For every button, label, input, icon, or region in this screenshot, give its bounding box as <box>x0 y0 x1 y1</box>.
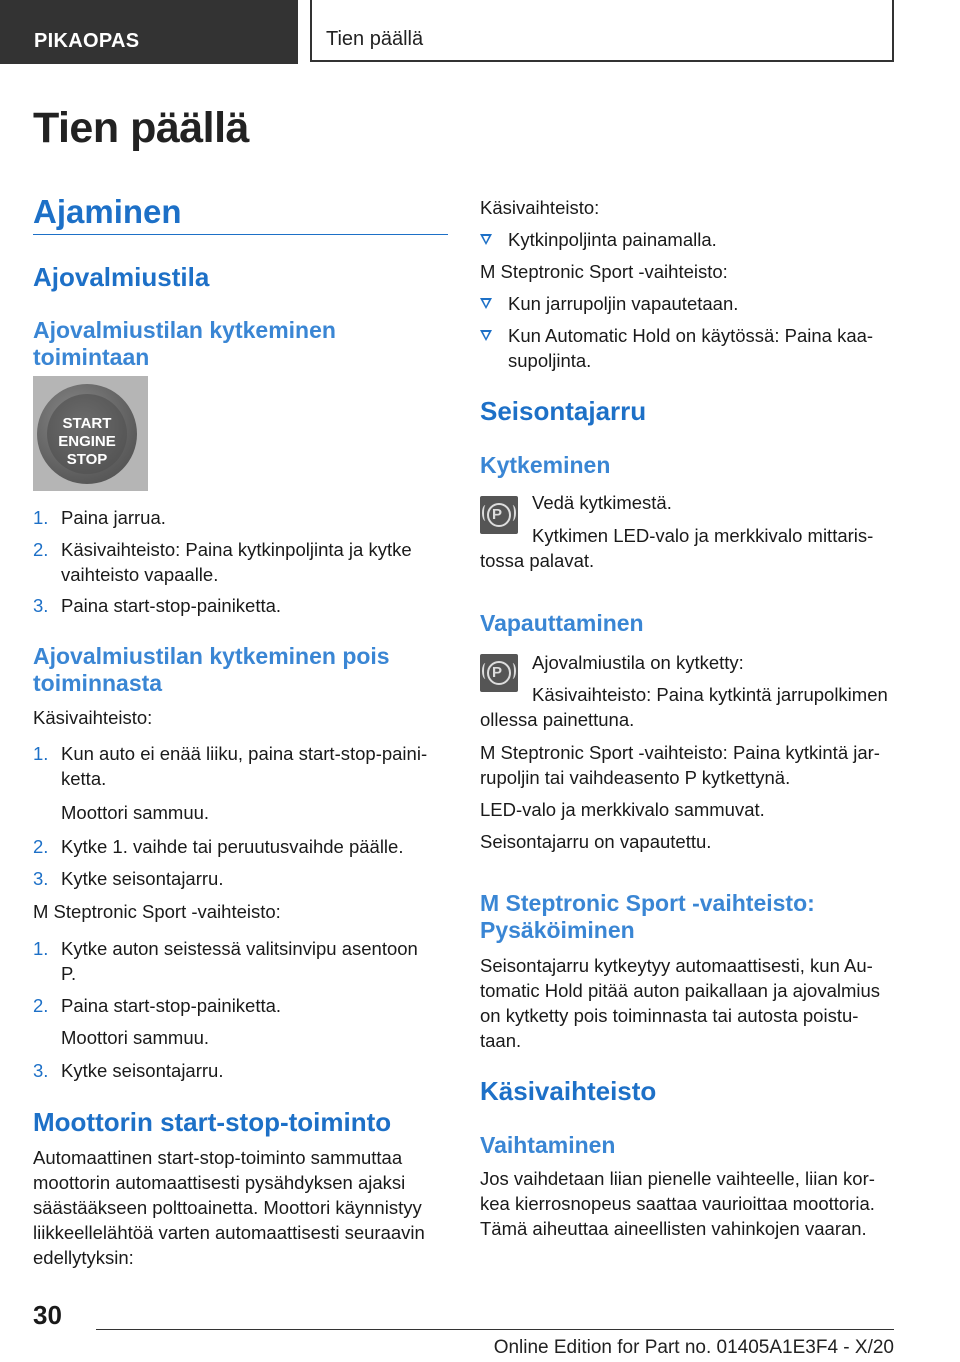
list-text-cont: ketta. <box>61 768 107 789</box>
triangle-bullet-icon <box>480 234 492 245</box>
paragraph-cont: ollessa painettuna. <box>480 709 635 730</box>
paragraph-line: Automaattinen start-stop-toiminto sammuttaa <box>33 1147 403 1168</box>
bullet-text: Kytkinpoljinta painamalla. <box>508 229 717 250</box>
parking-brake-icon <box>480 496 518 534</box>
paragraph: M Steptronic Sport -vaihteisto: <box>33 901 281 922</box>
paragraph: Ajovalmiustila on kytketty: <box>532 652 744 673</box>
heading-ajaminen: Ajaminen <box>33 193 182 230</box>
paragraph-cont: rupoljin tai vaihdeasento P kytkettynä. <box>480 767 791 788</box>
paragraph: Seisontajarru on vapautettu. <box>480 831 712 852</box>
paragraph: Käsivaihteisto: <box>33 707 153 728</box>
paragraph-line: kea kierrosnopeus saattaa vaurioittaa moottoria. <box>480 1193 875 1214</box>
bullet-text-cont: supoljinta. <box>508 350 592 371</box>
list-text: Kytke 1. vaihde tai peruutusvaihde päälle. <box>61 836 404 857</box>
heading-kasivaihteisto: Käsivaihteisto <box>480 1076 657 1106</box>
paragraph-line: liikkeellelähtöä varten automaattisesti seuraavin <box>33 1222 425 1243</box>
heading-kytkeminen-line2: toimintaan <box>33 344 150 370</box>
paragraph: Käsivaihteisto: Paina kytkintä jarrupolkimen <box>532 684 888 705</box>
paragraph-line: Seisontajarru kytkeytyy automaattisesti, kun Au- <box>480 955 873 976</box>
parking-brake-icon <box>480 654 518 692</box>
list-text: Kytke seisontajarru. <box>61 868 224 889</box>
list-text: Kytke auton seistessä valitsinvipu asentoon <box>61 938 418 959</box>
list-text-cont: vaihteisto vapaalle. <box>61 564 219 585</box>
list-text: Käsivaihteisto: Paina kytkinpoljinta ja kytke <box>61 539 412 560</box>
heading-ajovalmiustila: Ajovalmiustila <box>33 262 210 292</box>
page-title: Tien päällä <box>33 104 249 152</box>
list-text: Paina start-stop-painiketta. <box>61 595 282 616</box>
heading-rule <box>33 234 448 235</box>
list-number: 3. <box>33 595 49 616</box>
footer-edition: Online Edition for Part no. 01405A1E3F4 - X/20 <box>493 1337 894 1358</box>
heading-kytkeminen: Kytkeminen <box>480 452 611 478</box>
heading-vapauttaminen: Vapauttaminen <box>480 610 644 636</box>
engine-label: ENGINE <box>58 433 116 450</box>
list-number: 2. <box>33 539 49 560</box>
list-text: Paina jarrua. <box>61 507 166 528</box>
heading-start-stop: Moottorin start-stop-toiminto <box>33 1107 392 1137</box>
list-subtext: Moottori sammuu. <box>61 1027 210 1048</box>
header-section-label: PIKAOPAS <box>34 30 140 52</box>
footer-rule <box>96 1329 894 1330</box>
paragraph-line: on kytketty pois toiminnasta tai autosta poistu- <box>480 1005 859 1026</box>
parking-brake-letter: P <box>491 664 502 681</box>
list-text: Kytke seisontajarru. <box>61 1060 224 1081</box>
triangle-bullet-icon <box>480 330 492 341</box>
paragraph-line: Tämä aiheuttaa aineellisten vahinkojen vaaran. <box>480 1218 867 1239</box>
paragraph-line: edellytyksin: <box>33 1247 134 1268</box>
heading-pois-line1: Ajovalmiustilan kytkeminen pois <box>33 643 390 669</box>
start-stop-button-icon <box>33 376 148 491</box>
list-number: 1. <box>33 743 49 764</box>
paragraph: LED-valo ja merkkivalo sammuvat. <box>480 799 765 820</box>
paragraph-line: moottorin automaattisesti pysähdyksen ajaksi <box>33 1172 406 1193</box>
header-chapter-label: Tien päällä <box>326 28 424 50</box>
header-chapter-box <box>310 0 894 62</box>
heading-pois-line2: toiminnasta <box>33 670 163 696</box>
paragraph-line: taan. <box>480 1030 522 1051</box>
paragraph-line: Jos vaihdetaan liian pienelle vaihteelle, liian kor- <box>480 1168 875 1189</box>
bullet-text: Kun Automatic Hold on käytössä: Paina kaa- <box>508 325 874 346</box>
list-number: 2. <box>33 995 49 1016</box>
heading-pysakoiminen-line1: M Steptronic Sport -vaihteisto: <box>480 890 815 916</box>
heading-vaihtaminen: Vaihtaminen <box>480 1132 616 1158</box>
heading-seisontajarru: Seisontajarru <box>480 396 647 426</box>
paragraph: Vedä kytkimestä. <box>532 492 672 513</box>
triangle-bullet-icon <box>480 298 492 309</box>
paragraph: M Steptronic Sport -vaihteisto: Paina kytkintä jar- <box>480 742 880 763</box>
list-number: 3. <box>33 1060 49 1081</box>
start-label: START <box>62 415 112 432</box>
list-number: 1. <box>33 938 49 959</box>
list-subtext: Moottori sammuu. <box>61 802 210 823</box>
list-text: Kun auto ei enää liiku, paina start-stop-paini- <box>61 743 428 764</box>
heading-kytkeminen-line1: Ajovalmiustilan kytkeminen <box>33 317 336 343</box>
header-section-tab <box>0 0 298 64</box>
list-number: 3. <box>33 868 49 889</box>
paragraph-line: säästääkseen polttoainetta. Moottori käynnistyy <box>33 1197 422 1218</box>
list-text-cont: P. <box>61 963 77 984</box>
stop-label: STOP <box>66 451 108 468</box>
heading-pysakoiminen-line2: Pysäköiminen <box>480 917 635 943</box>
list-number: 2. <box>33 836 49 857</box>
paragraph-cont: tossa palavat. <box>480 550 595 571</box>
list-number: 1. <box>33 507 49 528</box>
paragraph: M Steptronic Sport -vaihteisto: <box>480 261 728 282</box>
list-text: Paina start-stop-painiketta. <box>61 995 282 1016</box>
bullet-text: Kun jarrupoljin vapautetaan. <box>508 293 739 314</box>
paragraph: Käsivaihteisto: <box>480 197 600 218</box>
parking-brake-letter: P <box>491 506 502 523</box>
paragraph: Kytkimen LED-valo ja merkkivalo mittaris- <box>532 525 874 546</box>
page-number: 30 <box>33 1300 62 1330</box>
paragraph-line: tomatic Hold pitää auton paikallaan ja ajovalmius <box>480 980 881 1001</box>
